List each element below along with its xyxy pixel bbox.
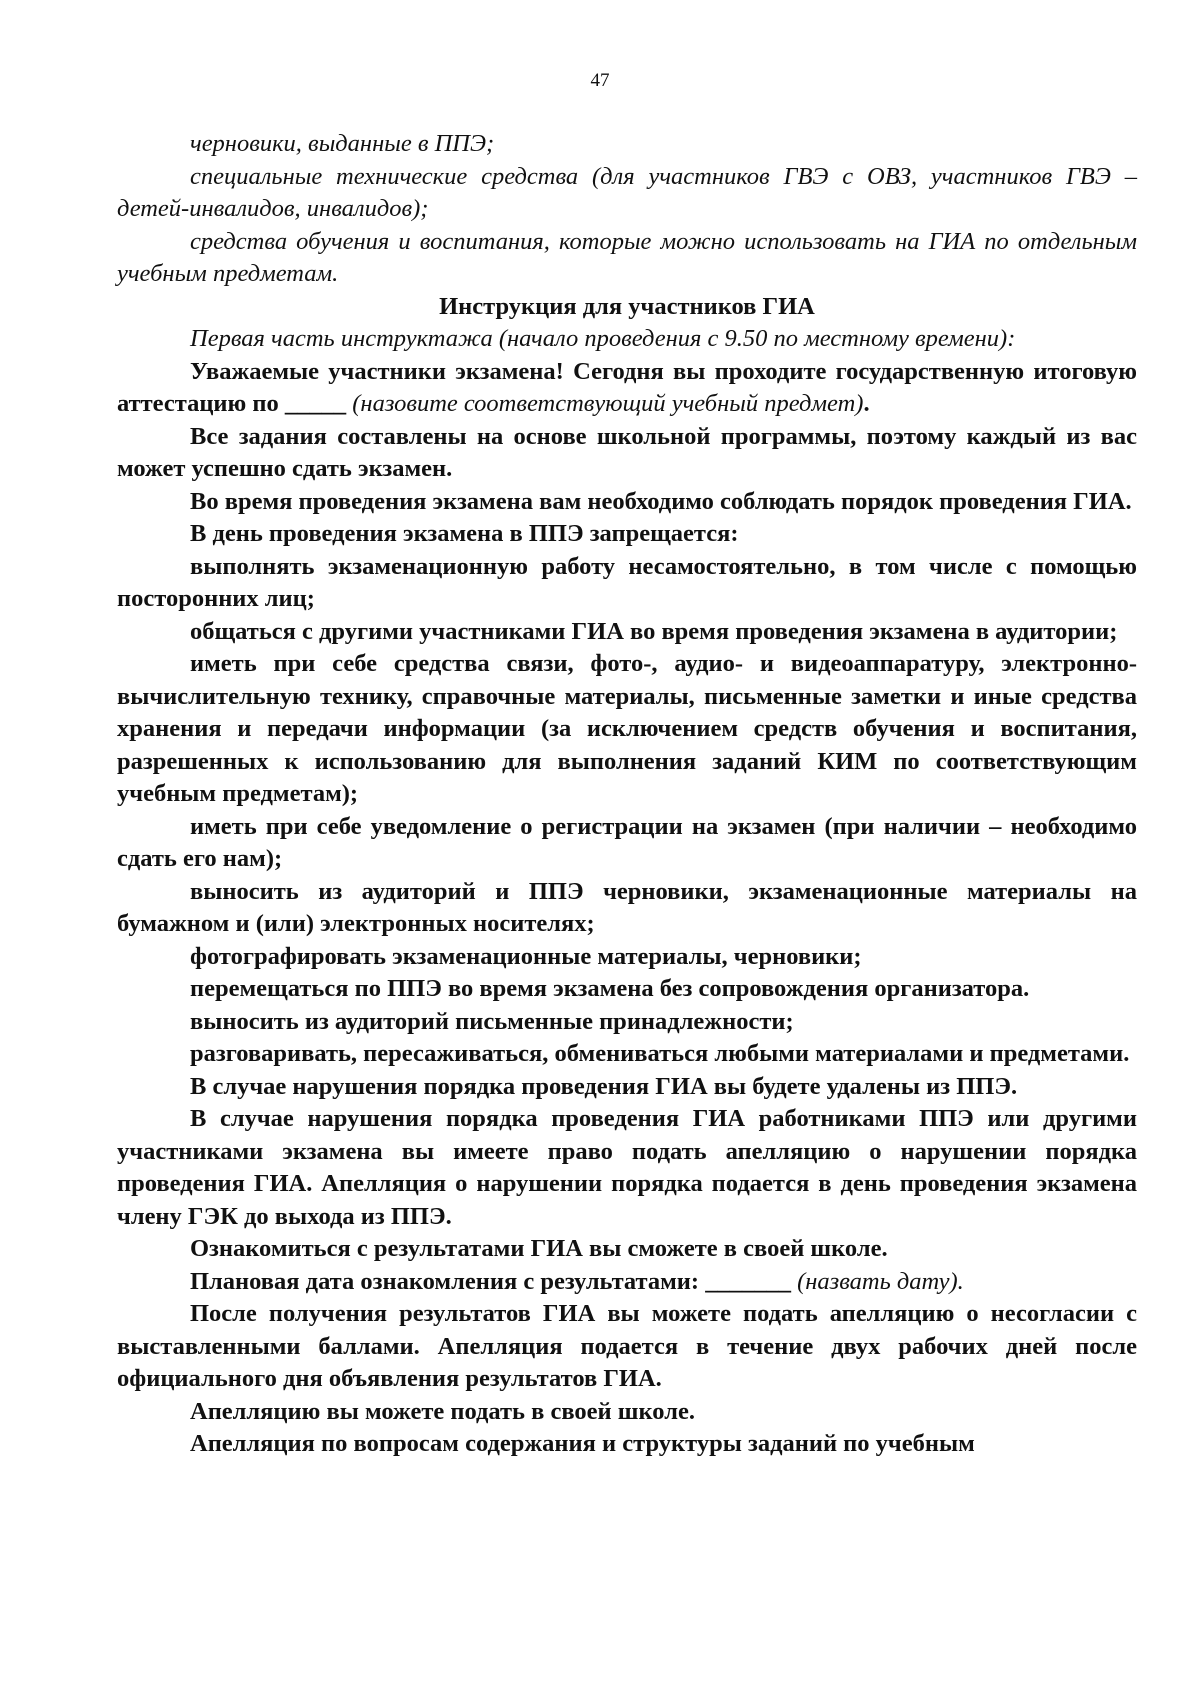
list-item-drafts: черновики, выданные в ППЭ; [190, 130, 495, 157]
prohibition-item: выносить из аудиторий письменные принадлежности; [190, 1007, 794, 1035]
prohibition-item: разговаривать, пересаживаться, обмениваться любыми материалами и предметами. [190, 1040, 1130, 1067]
date-note: (назвать дату). [797, 1267, 964, 1295]
list-item-technical-means: специальные технические средства (для участников ГВЭ с ОВЗ, участников ГВЭ – детей-инвалидов, инвалидов); [117, 162, 1137, 222]
paragraph: В случае нарушения порядка проведения ГИА вы будете удалены из ППЭ. [190, 1072, 1018, 1100]
section-heading: Инструкция для участников ГИА [439, 292, 815, 320]
prohibition-item: иметь при себе уведомление о регистрации на экзамен (при наличии – необходимо сдать его нам); [117, 812, 1137, 872]
greeting-text: Уважаемые участники экзамена! Сегодня вы проходите государственную итоговую аттестацию по [117, 357, 1137, 417]
list-item-learning-means: средства обучения и воспитания, которые можно использовать на ГИА по отдельным учебным предметам. [117, 227, 1137, 287]
prohibition-item: фотографировать экзаменационные материалы, черновики; [190, 942, 862, 970]
paragraph: Апелляция по вопросам содержания и структуры заданий по учебным [190, 1430, 975, 1457]
page-number: 47 [590, 70, 610, 91]
prohibition-item: перемещаться по ППЭ во время экзамена без сопровождения организатора. [190, 975, 1030, 1002]
document-body [117, 128, 1137, 1461]
results-date-text: Плановая дата ознакомления с результатами: [190, 1267, 700, 1295]
paragraph: В день проведения экзамена в ППЭ запрещается: [190, 520, 739, 547]
paragraph: Апелляцию вы можете подать в своей школе. [190, 1397, 695, 1425]
paragraph: Все задания составлены на основе школьной программы, поэтому каждый из вас может успешно сдать экзамен. [117, 422, 1137, 482]
prohibition-item: выносить из аудиторий и ППЭ черновики, экзаменационные материалы на бумажном и (или) электронных носителях; [117, 877, 1137, 937]
subject-note: (назовите соответствующий учебный предмет) [352, 390, 864, 417]
intro-note: Первая часть инструктажа (начало проведения с 9.50 по местному времени): [190, 325, 1016, 352]
greeting-end: . [863, 390, 870, 417]
paragraph: После получения результатов ГИА вы можете подать апелляцию о несогласии с выставленными баллами. Апелляция подается в течение двух рабочих дней после официального дня объявления результатов ГИА. [117, 1300, 1137, 1392]
paragraph: В случае нарушения порядка проведения ГИА работниками ППЭ или другими участниками экзамена вы имеете право подать апелляцию о нарушении порядка проведения ГИА. Апелляция о нарушении порядка подается в день проведения экзамена члену ГЭК до выхода из ППЭ. [117, 1105, 1137, 1230]
subject-blank: _____ [284, 390, 347, 417]
prohibition-item: выполнять экзаменационную работу несамостоятельно, в том числе с помощью посторонних лиц; [117, 552, 1137, 612]
paragraph: Ознакомиться с результатами ГИА вы сможете в своей школе. [190, 1235, 888, 1262]
date-blank: _______ [705, 1267, 791, 1295]
prohibition-item: иметь при себе средства связи, фото-, аудио- и видеоаппаратуру, электронно-вычислительную технику, справочные материалы, письменные заметки и иные средства хранения и передачи информации (за исключением средств обучения и воспитания, разрешенных к использованию для выполнения заданий КИМ по соответствующим учебным предметам); [117, 650, 1137, 807]
paragraph: Во время проведения экзамена вам необходимо соблюдать порядок проведения ГИА. [190, 487, 1132, 515]
prohibition-item: общаться с другими участниками ГИА во время проведения экзамена в аудитории; [190, 617, 1118, 645]
greeting-paragraph [117, 356, 1137, 421]
results-date-paragraph [117, 1266, 1137, 1299]
